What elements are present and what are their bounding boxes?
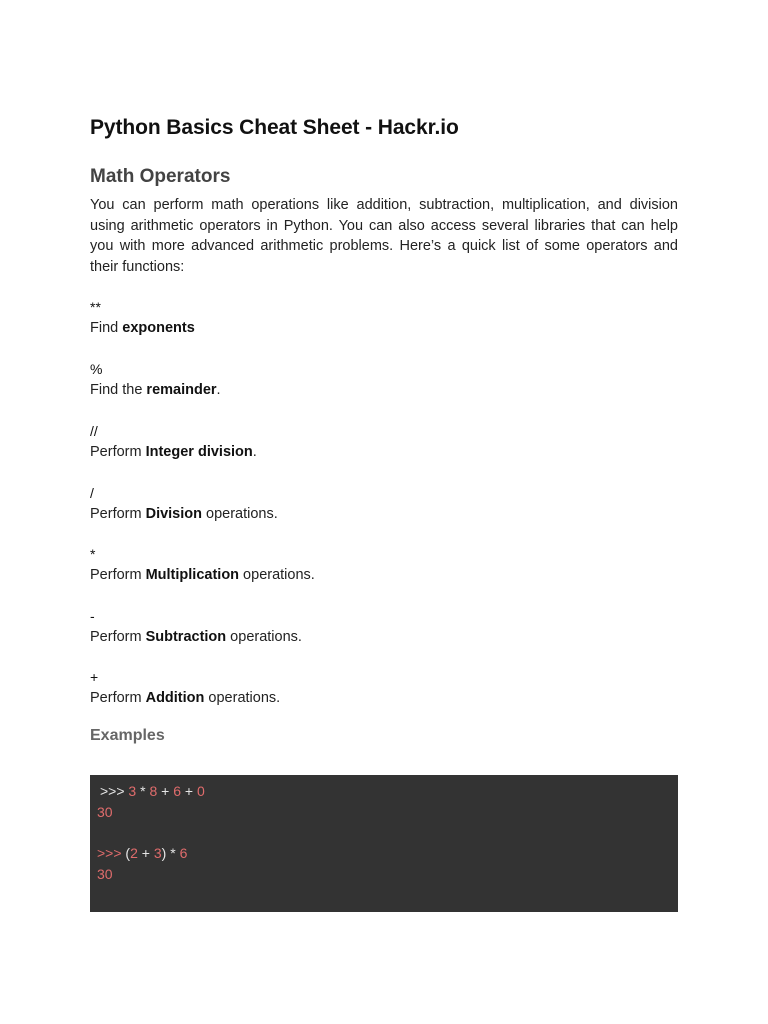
code-operator: * bbox=[166, 845, 180, 861]
code-line-example2-input bbox=[97, 843, 187, 863]
code-line-example2-output: 30 bbox=[97, 866, 113, 882]
description-suffix: operations. bbox=[239, 567, 315, 583]
operator-symbol: + bbox=[90, 669, 99, 685]
description-keyword: remainder bbox=[146, 382, 217, 398]
description-suffix: . bbox=[216, 382, 221, 398]
description-keyword: Subtraction bbox=[145, 629, 227, 645]
description-prefix: Find the bbox=[90, 382, 147, 398]
code-number: 8 bbox=[149, 783, 158, 799]
operator-description bbox=[90, 441, 678, 463]
code-operator: + bbox=[137, 845, 154, 861]
operator-description bbox=[90, 317, 678, 339]
description-keyword: Addition bbox=[145, 690, 205, 706]
code-operator: + bbox=[181, 783, 197, 799]
code-paren-close: ) bbox=[161, 845, 167, 861]
description-prefix: Perform bbox=[90, 444, 146, 460]
intro-paragraph: You can perform math operations like addition, subtraction, multiplication, and division using arithmetic operators in Python. You can also access several libraries that can help you with more advanced arithmetic problems. Here’s a quick list of some operators and their functions: bbox=[90, 197, 678, 276]
operator-description bbox=[90, 687, 678, 709]
code-line-example1-output: 30 bbox=[97, 804, 113, 820]
code-prompt: >>> bbox=[97, 845, 126, 861]
operator-symbol: * bbox=[90, 546, 96, 562]
code-operator: + bbox=[157, 783, 174, 799]
description-prefix: Perform bbox=[90, 567, 146, 583]
description-prefix: Perform bbox=[90, 506, 146, 522]
code-number: 6 bbox=[173, 783, 182, 799]
operator-item-subtraction bbox=[90, 606, 678, 648]
operator-item-multiplication bbox=[90, 544, 678, 586]
operator-description bbox=[90, 503, 678, 525]
code-operator: * bbox=[136, 783, 150, 799]
description-prefix: Find bbox=[90, 320, 123, 336]
code-line-example1-input bbox=[100, 781, 205, 801]
code-number: 3 bbox=[128, 783, 137, 799]
operator-symbol: / bbox=[90, 485, 94, 501]
code-prompt: >>> bbox=[100, 783, 129, 799]
description-suffix: operations. bbox=[226, 629, 302, 645]
operator-symbol: % bbox=[90, 361, 103, 377]
operator-item-modulo bbox=[90, 359, 678, 401]
operator-description bbox=[90, 564, 678, 586]
description-suffix: operations. bbox=[204, 690, 281, 706]
operator-item-integer-division bbox=[90, 421, 678, 463]
operator-symbol: ** bbox=[90, 299, 101, 315]
operator-description bbox=[90, 379, 678, 401]
description-suffix: operations. bbox=[202, 506, 278, 522]
code-number: 0 bbox=[196, 783, 205, 799]
code-example-block bbox=[90, 775, 678, 912]
description-prefix: Perform bbox=[90, 690, 146, 706]
description-prefix: Perform bbox=[90, 629, 146, 645]
description-keyword: Multiplication bbox=[145, 567, 240, 583]
section-heading-math-operators: Math Operators bbox=[90, 166, 231, 187]
page-title: Python Basics Cheat Sheet - Hackr.io bbox=[90, 116, 459, 139]
operator-symbol: // bbox=[90, 423, 98, 439]
operator-symbol: - bbox=[90, 608, 95, 624]
code-number: 6 bbox=[179, 845, 188, 861]
operator-item-exponent bbox=[90, 297, 678, 339]
description-suffix: . bbox=[252, 444, 257, 460]
code-number: 3 bbox=[153, 845, 162, 861]
examples-heading: Examples bbox=[90, 727, 165, 744]
description-keyword: exponents bbox=[122, 320, 195, 336]
operator-description bbox=[90, 626, 678, 648]
description-keyword: Division bbox=[145, 506, 202, 522]
code-paren-open: ( bbox=[125, 845, 131, 861]
operator-item-division bbox=[90, 483, 678, 525]
operator-item-addition bbox=[90, 667, 678, 709]
code-number: 2 bbox=[130, 845, 138, 861]
description-keyword: Integer division bbox=[145, 444, 253, 460]
